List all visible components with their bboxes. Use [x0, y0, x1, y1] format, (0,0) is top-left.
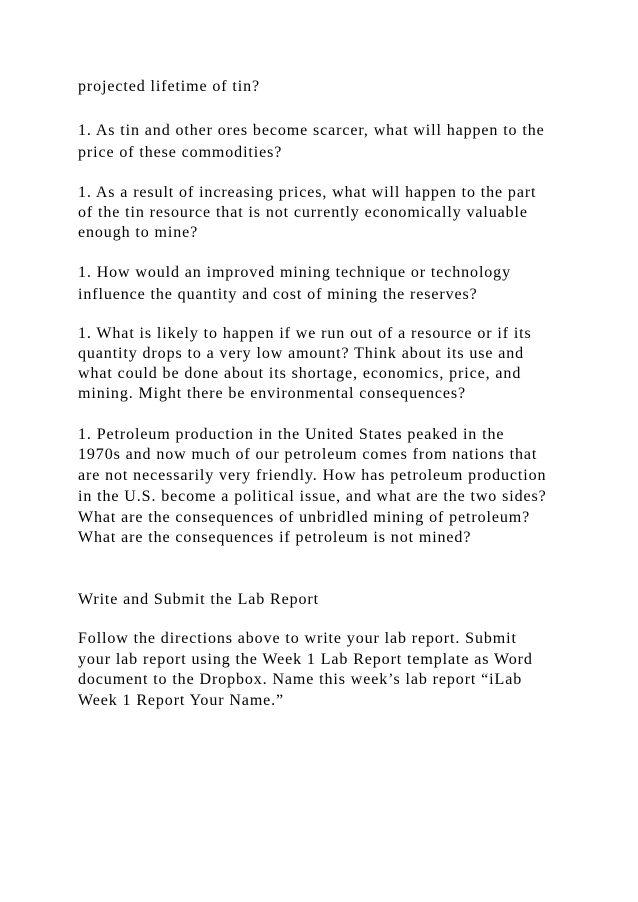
- text-line: 1. What is likely to happen if we run out of a resource or if its: [78, 325, 532, 342]
- text-line: quantity drops to a very low amount? Think about its use and: [78, 345, 525, 362]
- text-line: 1. Petroleum production in the United States peaked in the: [78, 426, 505, 443]
- text-line: 1. As a result of increasing prices, what will happen to the part: [78, 184, 537, 201]
- text-line: document to the Dropbox. Name this week’s lab report “iLab: [78, 671, 523, 688]
- text-line: of the tin resource that is not currently economically valuable: [78, 204, 528, 221]
- text-line: enough to mine?: [78, 224, 199, 241]
- text-line: Follow the directions above to write your lab report. Submit: [78, 630, 517, 647]
- text-line: What are the consequences if petroleum is not mined?: [78, 529, 472, 546]
- text-line: are not necessarily very friendly. How has petroleum production: [78, 467, 547, 484]
- text-line: your lab report using the Week 1 Lab Report template as Word: [78, 651, 533, 668]
- text-line: influence the quantity and cost of mining the reserves?: [78, 286, 478, 303]
- text-line: 1. As tin and other ores become scarcer, what will happen to the: [78, 122, 545, 139]
- text-line: price of these commodities?: [78, 144, 283, 161]
- text-line: 1. How would an improved mining technique or technology: [78, 264, 511, 281]
- text-line: 1970s and now much of our petroleum comes from nations that: [78, 446, 538, 463]
- section-heading: Write and Submit the Lab Report: [78, 591, 319, 608]
- text-line: what could be done about its shortage, economics, price, and: [78, 365, 522, 382]
- text-line: in the U.S. become a political issue, and what are the two sides?: [78, 488, 547, 505]
- text-line: mining. Might there be environmental consequences?: [78, 385, 467, 402]
- text-line: projected lifetime of tin?: [78, 78, 261, 95]
- text-line: Week 1 Report Your Name.”: [78, 692, 285, 709]
- text-line: What are the consequences of unbridled mining of petroleum?: [78, 509, 531, 526]
